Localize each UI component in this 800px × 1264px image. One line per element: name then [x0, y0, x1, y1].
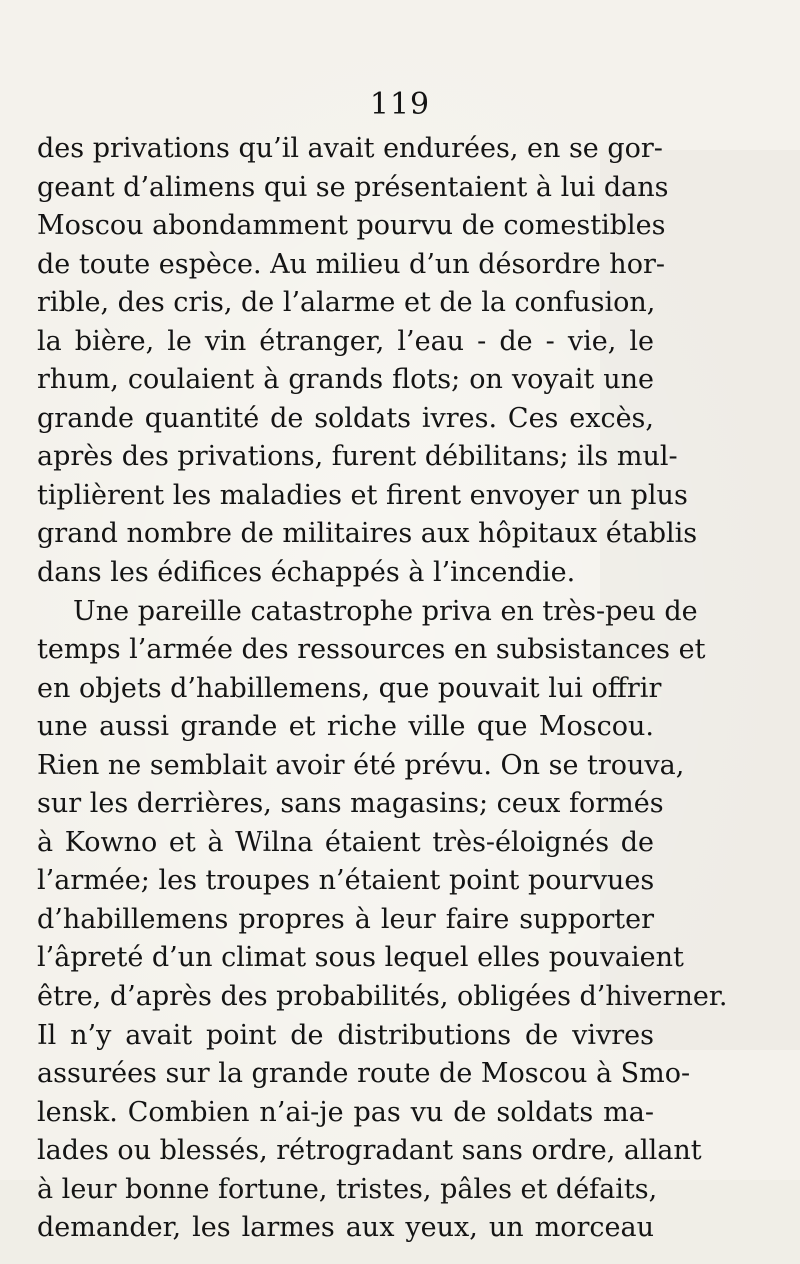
text-line: être, d’après des probabilités, obligées d’hiverner. — [37, 981, 728, 1013]
text-line: à leur bonne fortune, tristes, pâles et défaits, — [37, 1173, 658, 1205]
text-line: Moscou abondamment pourvu de comestibles — [37, 210, 666, 242]
text-line: rhum, coulaient à grands flots; on voyait une — [37, 364, 654, 396]
text-line: grand nombre de militaires aux hôpitaux établis — [37, 518, 698, 550]
text-line: l’armée; les troupes n’étaient point pourvues — [37, 865, 655, 897]
text-line: des privations qu’il avait endurées, en se gor- — [37, 133, 663, 164]
paragraph-end-line: dans les édifices échappés à l’incendie. — [37, 557, 576, 589]
text-line: après des privations, furent débilitans; ils mul- — [37, 441, 678, 473]
text-line: de toute espèce. Au milieu d’un désordre hor- — [37, 248, 665, 280]
text-line: lades ou blessés, rétrogradant sans ordre, allant — [37, 1135, 702, 1167]
text-line: une aussi grande et riche ville que Moscou. — [37, 711, 654, 743]
text-line: l’âpreté d’un climat sous lequel elles pouvaient — [37, 942, 684, 974]
body-text — [37, 130, 728, 1248]
text-line: sur les derrières, sans magasins; ceux formés — [37, 788, 664, 820]
text-line: tiplièrent les maladies et firent envoyer un plus — [37, 479, 688, 511]
text-line: demander, les larmes aux yeux, un morceau — [37, 1212, 654, 1244]
text-line: lensk. Combien n’ai-je pas vu de soldats ma- — [37, 1096, 654, 1128]
text-line: Rien ne semblait avoir été prévu. On se trouva, — [37, 749, 685, 781]
page-number: 119 — [369, 87, 431, 122]
text-line: Il n’y avait point de distributions de vivres — [37, 1019, 654, 1051]
text-line: temps l’armée des ressources en subsistances et — [37, 634, 706, 666]
text-line: à Kowno et à Wilna étaient très-éloignés de — [37, 826, 654, 858]
paragraph-start-line: Une pareille catastrophe priva en très-peu de — [73, 595, 698, 627]
text-line: rible, des cris, de l’alarme et de la confusion, — [37, 287, 656, 319]
text-line: la bière, le vin étranger, l’eau - de - vie, le — [37, 325, 654, 357]
text-line: assurées sur la grande route de Moscou à Smo- — [37, 1058, 691, 1090]
text-line: geant d’alimens qui se présentaient à lui dans — [37, 171, 669, 203]
text-line: en objets d’habillemens, que pouvait lui offrir — [37, 672, 662, 704]
text-line: d’habillemens propres à leur faire supporter — [37, 903, 654, 935]
text-line: grande quantité de soldats ivres. Ces excès, — [37, 402, 654, 434]
